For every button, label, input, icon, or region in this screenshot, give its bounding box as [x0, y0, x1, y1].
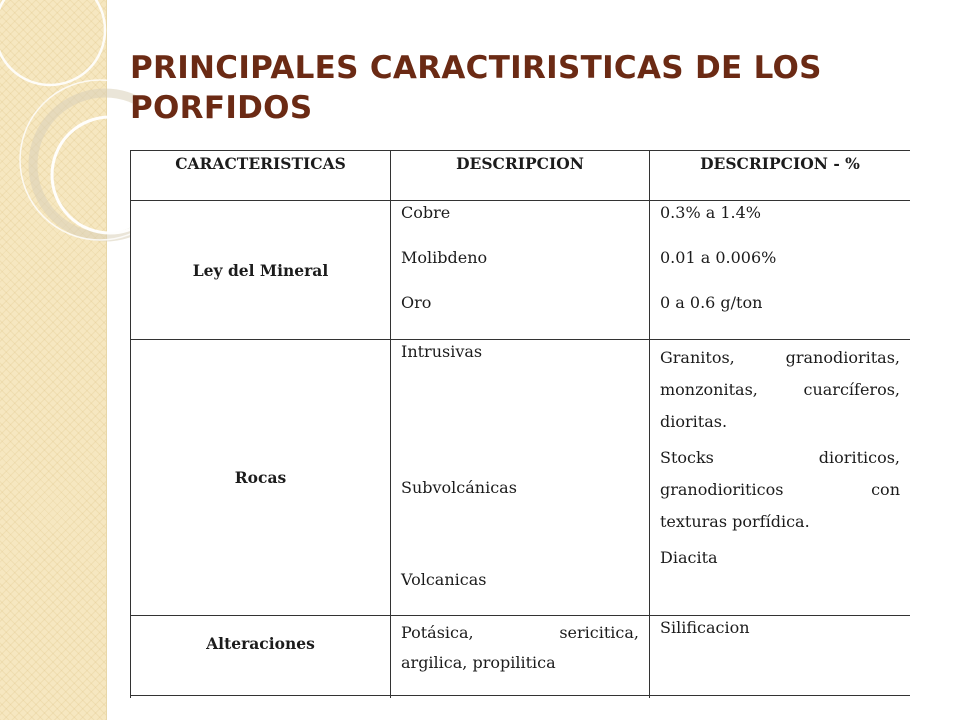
header-descripcion: DESCRIPCION	[391, 151, 650, 201]
rocas-values-cell	[650, 340, 911, 616]
list-item: Molibdeno	[401, 248, 488, 267]
list-item: Intrusivas	[401, 342, 483, 361]
list-item: Oro	[401, 293, 432, 312]
list-item: Subvolcánicas	[401, 478, 517, 497]
row-label-rocas: Rocas	[131, 340, 391, 616]
table-row	[131, 340, 911, 616]
alteraciones-items-cell	[391, 616, 650, 696]
volcanicas-description: Diacita	[660, 548, 718, 567]
subvolcanicas-description	[660, 442, 900, 538]
title-line-1: PRINCIPALES CARACTIRISTICAS DE LOS	[130, 50, 822, 86]
list-item: Silificacion	[660, 618, 750, 637]
list-item: 0 a 0.6 g/ton	[660, 293, 763, 312]
title-line-2: PORFIDOS	[130, 90, 313, 126]
description-line: Granitos, granodioritas,	[660, 348, 900, 367]
description-line: Stocks dioriticos,	[660, 448, 900, 467]
list-item: Cobre	[401, 203, 451, 222]
alteraciones-value-cell	[650, 616, 911, 696]
ley-items-cell	[391, 201, 650, 340]
list-item: Volcanicas	[401, 570, 487, 589]
row-label-ley-del-mineral: Ley del Mineral	[131, 201, 391, 340]
list-item: 0.01 a 0.006%	[660, 248, 777, 267]
table-row	[131, 616, 911, 696]
table-row	[131, 201, 911, 340]
slide-title	[130, 48, 910, 128]
description-line: monzonitas, cuarcíferos,	[660, 380, 900, 399]
list-item: 0.3% a 1.4%	[660, 203, 762, 222]
list-item: argilica, propilitica	[401, 653, 556, 672]
header-descripcion-percent: DESCRIPCION - %	[650, 151, 911, 201]
intrusivas-description	[660, 342, 900, 438]
table-header-row	[131, 151, 911, 201]
description-line: dioritas.	[660, 412, 728, 431]
characteristics-table	[130, 150, 910, 698]
list-item: Potásica, sericitica,	[401, 623, 639, 642]
table-row-cut-off	[131, 696, 911, 699]
characteristics-table-image	[130, 150, 910, 698]
row-label-alteraciones: Alteraciones	[131, 616, 391, 696]
description-line: texturas porfídica.	[660, 512, 810, 531]
header-caracteristicas: CARACTERISTICAS	[131, 151, 391, 201]
decorative-rings	[0, 0, 140, 260]
rocas-items-cell	[391, 340, 650, 616]
ley-values-cell	[650, 201, 911, 340]
description-line: granodioriticos con	[660, 480, 900, 499]
